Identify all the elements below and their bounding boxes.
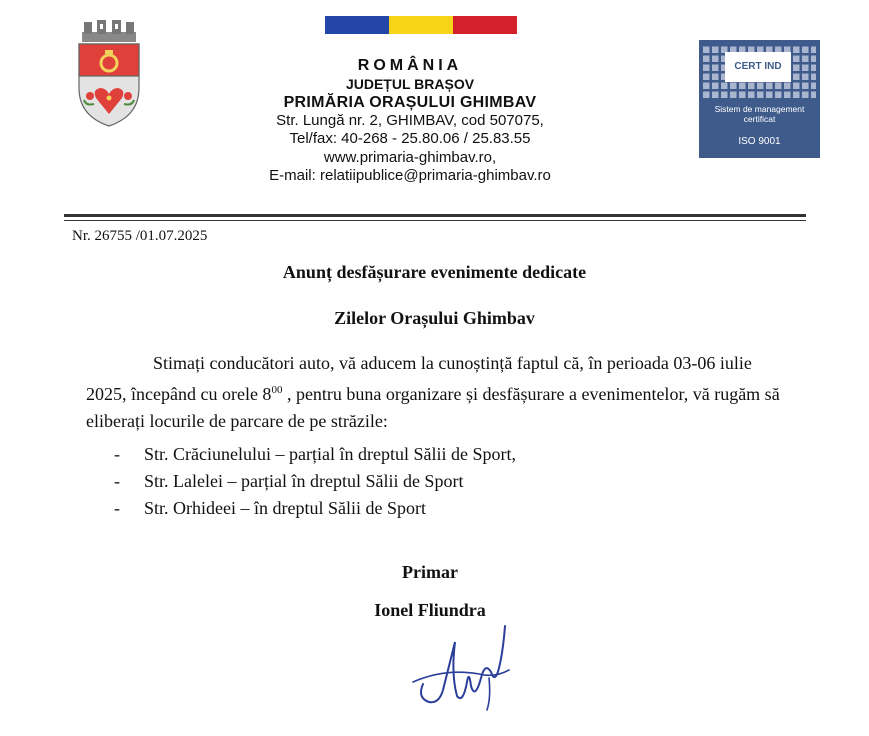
flag-red: [453, 16, 517, 34]
country-name: ROMÂNIA: [357, 57, 463, 74]
flag-yellow: [389, 16, 453, 34]
website: www.primaria-ghimbav.ro,: [323, 148, 497, 166]
handwritten-signature-icon: [405, 612, 520, 712]
document-title-line2: Zilelor Orașului Ghimbav: [334, 308, 535, 328]
list-item: - Str. Lalelei – parțial în dreptul Sălii de Sport: [114, 471, 464, 491]
registration-number: Nr. 26755 /01.07.2025: [72, 228, 208, 244]
certind-logo-icon: CERT IND: [725, 52, 791, 82]
document-title-line1: Anunț desfășurare evenimente dedicate: [282, 262, 587, 282]
signer-name: Ionel Fliundra: [374, 600, 486, 620]
romanian-flag-stripe: [325, 16, 517, 34]
county-name: JUDEȚUL BRAȘOV: [345, 75, 475, 92]
cert-system-text: Sistem de management certificat: [714, 104, 805, 125]
iso-certification-badge: [699, 40, 820, 158]
institution-header: [200, 56, 620, 185]
phone: Tel/fax: 40-268 - 25.80.06 / 25.83.55: [289, 130, 531, 148]
flag-blue: [325, 16, 389, 34]
time-superscript: 00: [271, 384, 283, 396]
office-name: PRIMĂRIA ORAȘULUI GHIMBAV: [283, 93, 537, 111]
list-item: - Str. Crăciunelului – parțial în dreptul Sălii de Sport,: [114, 444, 516, 464]
list-item: - Str. Orhideei – în dreptul Sălii de Sport: [114, 498, 426, 518]
cert-standard: ISO 9001: [738, 136, 781, 147]
body-text-part2: , pentru buna organizare și desfășurare a evenimentelor, vă rugăm să eliberați locurile de parcare de pe străzile:: [86, 384, 780, 431]
header-divider-thick: [64, 214, 806, 217]
email: E-mail: relatiipublice@primaria-ghimbav.ro: [269, 167, 551, 184]
signer-title: Primar: [402, 562, 458, 582]
street-list: [114, 441, 516, 522]
body-paragraph: [86, 350, 786, 435]
body-text-part1: Stimați conducători auto, vă aducem la cunoștință faptul că, în perioada 03-06 iulie 2025, începând cu orele 8: [86, 353, 752, 404]
header-divider-thin: [64, 220, 806, 221]
address: Str. Lungă nr. 2, GHIMBAV, cod 507075,: [276, 112, 544, 130]
town-coat-of-arms-icon: [76, 18, 142, 128]
